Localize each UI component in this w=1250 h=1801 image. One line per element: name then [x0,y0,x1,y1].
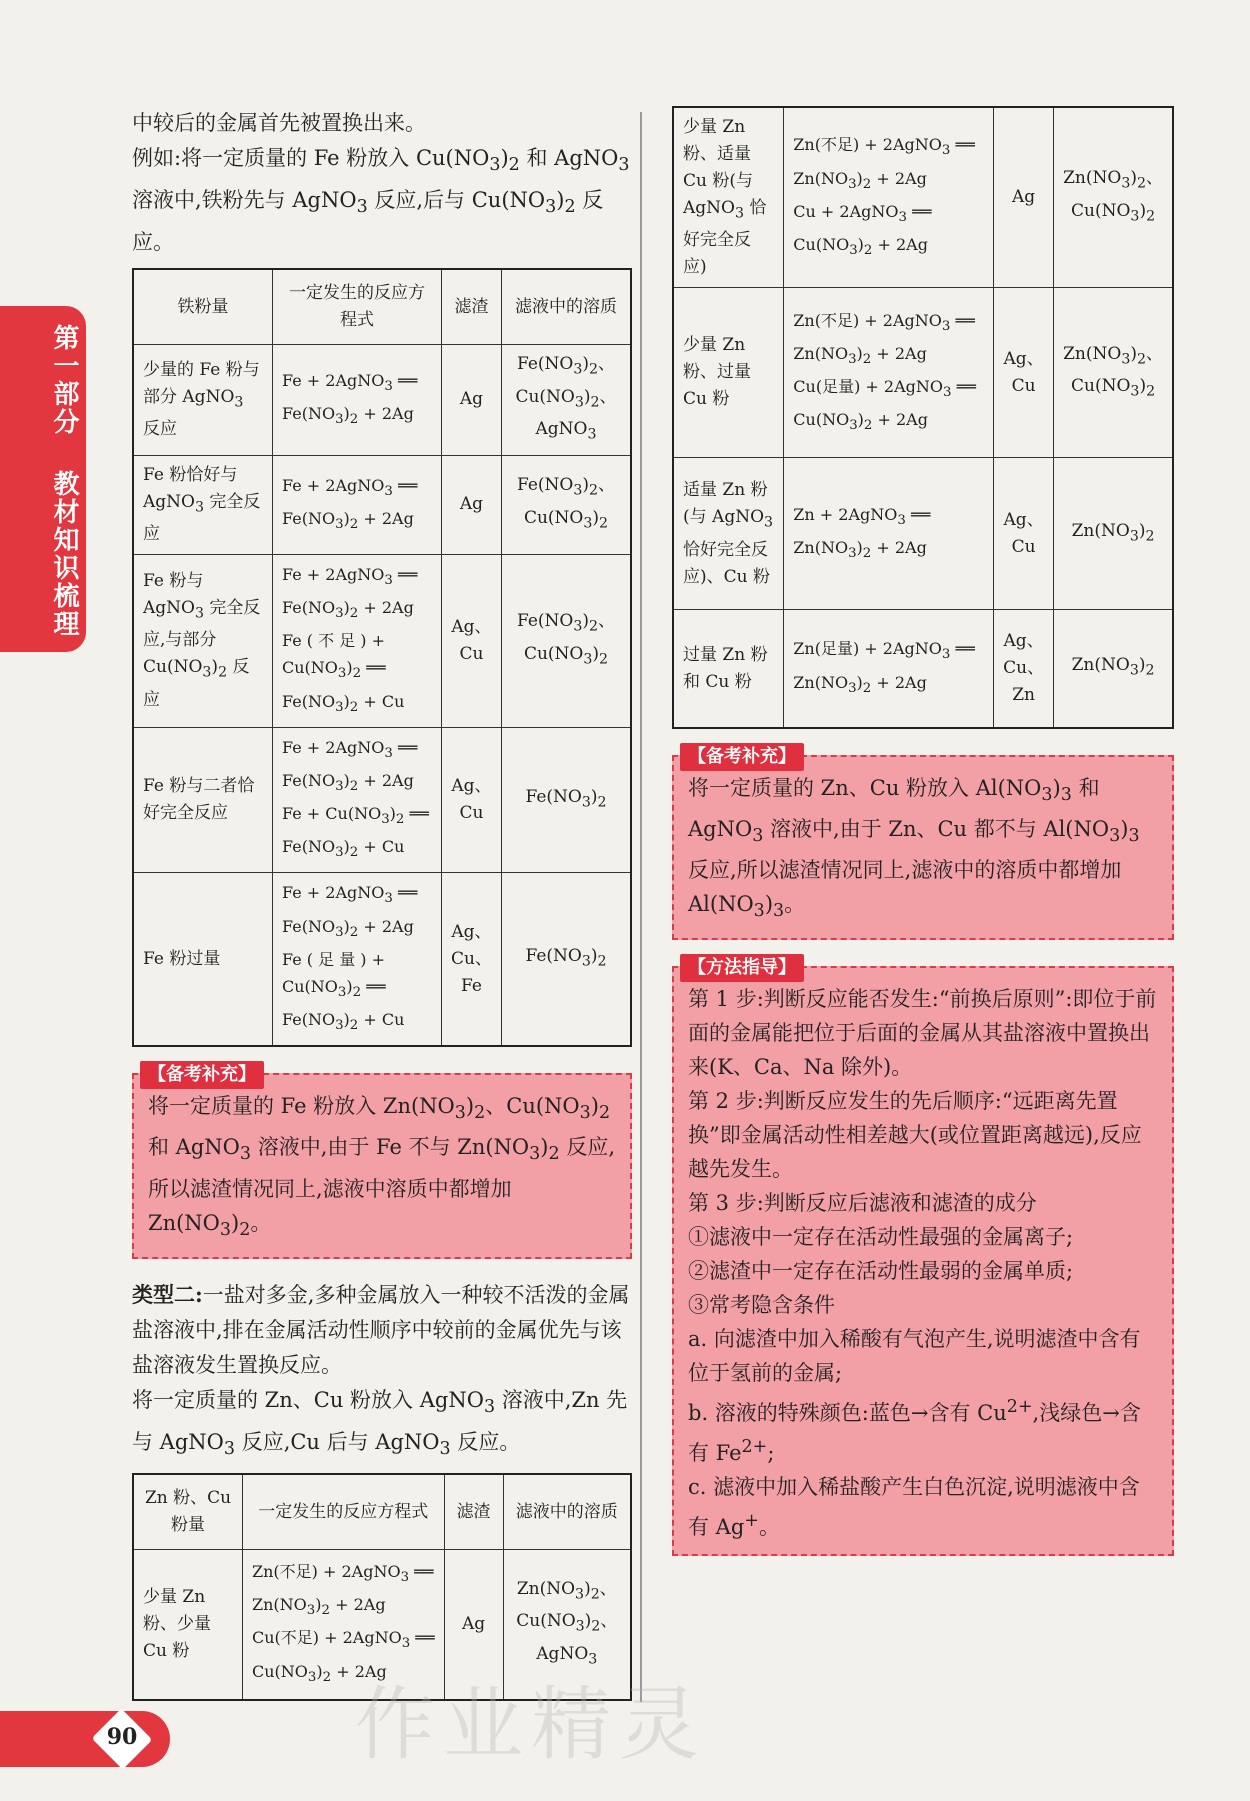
residue-cell: Ag、Cu [442,727,502,873]
solute-cell: $Fe(NO_3)_2$、 $Cu(NO_3)_2$ [501,455,631,554]
exam-supplement-box-1 [132,1064,632,1259]
header-cell: 铁粉量 [133,269,273,345]
method-line: a. 向滤渣中加入稀酸有气泡产生,说明滤渣中含有位于氢前的金属; [688,1327,1141,1386]
right-column [672,106,1174,1574]
residue-cell: Ag [442,455,502,554]
solute-cell: $Zn(NO_3)_2$、 $Cu(NO_3)_2$、 AgNO$_3$ [503,1550,631,1700]
equation-cell: Zn(不足) + 2AgNO$_3$ ══ $Zn(NO_3)_2 + 2Ag$ Cu(不足) + 2AgNO$_3$ ══ $Cu(NO_3)_2 + 2Ag$ [243,1550,445,1700]
amount-cell: 过量 Zn 粉和 Cu 粉 [673,610,784,728]
solute-cell: $Zn(NO_3)_2$、 $Cu(NO_3)_2$ [1054,288,1173,458]
amount-cell: Fe 粉过量 [133,873,273,1046]
residue-cell: Ag [444,1550,503,1700]
table-row [673,458,1173,610]
header-cell: 滤渣 [442,269,502,345]
residue-cell: Ag [442,345,502,455]
solute-cell: $Fe(NO_3)_2$ [501,727,631,873]
amount-cell: 少量 Zn 粉、适量 Cu 粉(与 AgNO$_3$ 恰好完全反应) [673,107,784,288]
equation-cell: Zn(不足) + 2AgNO$_3$ ══ $Zn(NO_3)_2 + 2Ag$ Cu(足量) + 2AgNO$_3$ ══ $Cu(NO_3)_2 + 2Ag$ [784,288,994,458]
iron-table-body [133,345,631,1046]
method-line: c. 滤液中加入稀盐酸产生白色沉淀,说明滤液中含有 Ag+。 [688,1475,1140,1540]
page-number: 90 [106,1724,138,1750]
intro-line: 中较后的金属首先被置换出来。 [132,111,426,135]
zinc-copper-table-continued [672,106,1174,729]
header-cell: 滤液中的溶质 [503,1474,631,1550]
section-tab-title: 教材知识梳理 [49,470,79,638]
section-tab-part: 第一部分 [49,324,79,436]
solute-cell: $Zn(NO_3)_2$ [1054,458,1173,610]
header-cell: Zn 粉、Cu 粉量 [133,1474,243,1550]
box-text: 将一定质量的 Zn、Cu 粉放入 $Al(NO_3)_3$ 和 AgNO$_3$ 溶液中,由于 Zn、Cu 都不与 $Al(NO_3)_3$ 反应,所以滤渣情况同上,滤液中的溶质中都增加 $Al(NO_3)_3$。 [688,775,1140,922]
header-cell: 滤液中的溶质 [501,269,631,345]
exam-supplement-box-2 [672,745,1174,941]
method-guide-box [672,957,1174,1556]
equation-cell: Fe + 2AgNO$_3$ ══ $Fe(NO_3)_2 + 2Ag$ Fe ( 足 量 ) + $Cu(NO_3)_2$ ══ $Fe(NO_3)_2 + Cu$ [273,873,442,1046]
residue-cell: Ag、Cu [994,288,1054,458]
iron-table [132,268,632,1047]
equation-cell: Zn(不足) + 2AgNO$_3$ ══ $Zn(NO_3)_2 + 2Ag$ Cu + 2AgNO$_3$ ══ $Cu(NO_3)_2 + 2Ag$ [784,107,994,288]
amount-cell: 少量的 Fe 粉与部分 AgNO$_3$ 反应 [133,345,273,455]
table-row [133,554,631,727]
equation-cell: Fe + 2AgNO$_3$ ══ $Fe(NO_3)_2 + 2Ag$ Fe ( 不 足 ) + $Cu(NO_3)_2$ ══ $Fe(NO_3)_2 + Cu$ [273,554,442,727]
type2-text: 一盐对多金,多种金属放入一种较不活泼的金属盐溶液中,排在金属活动性顺序中较前的金属优先与该盐溶液发生置换反应。 [132,1282,630,1377]
type2-example: 将一定质量的 Zn、Cu 粉放入 AgNO$_3$ 溶液中,Zn 先与 AgNO$_3$ 反应,Cu 后与 AgNO$_3$ 反应。 [132,1387,628,1460]
table-row [133,455,631,554]
table-row [673,610,1173,728]
method-line: 第 1 步:判断反应能否发生:“前换后原则”:即位于前面的金属能把位于后面的金属从其盐溶液中置换出来(K、Ca、Na 除外)。 [688,987,1157,1080]
amount-cell: 少量 Zn 粉、少量 Cu 粉 [133,1550,243,1700]
table-row [133,345,631,455]
box-tag: 【 方法指导 】 [680,954,804,982]
amount-cell: Fe 粉恰好与 AgNO$_3$ 完全反应 [133,455,273,554]
left-column [132,106,632,1701]
residue-cell: Ag、Cu [994,458,1054,610]
table-row [133,727,631,873]
equation-cell: Zn + 2AgNO$_3$ ══ $Zn(NO_3)_2 + 2Ag$ [784,458,994,610]
box-text: 将一定质量的 Fe 粉放入 $Zn(NO_3)_2$、$Cu(NO_3)_2$ 和 AgNO$_3$ 溶液中,由于 Fe 不与 $Zn(NO_3)_2$ 反应,所以滤渣情况同上,滤液中溶质中都增加 $Zn(NO_3)_2$。 [148,1094,615,1240]
equation-cell: Fe + 2AgNO$_3$ ══ $Fe(NO_3)_2 + 2Ag$ [273,455,442,554]
equation-cell: Fe + 2AgNO$_3$ ══ $Fe(NO_3)_2 + 2Ag$ [273,345,442,455]
method-line: ③常考隐含条件 [688,1293,835,1318]
method-line: 第 2 步:判断反应发生的先后顺序:“远距离先置换”即金属活动性相差越大(或位置距离越远),反应越先发生。 [688,1089,1142,1182]
solute-cell: $Fe(NO_3)_2$ [501,873,631,1046]
residue-cell: Ag [994,107,1054,288]
watermark: 作业精灵 [355,1678,707,1771]
solute-cell: $Zn(NO_3)_2$ [1054,610,1173,728]
header-cell: 一定发生的反应方程式 [243,1474,445,1550]
amount-cell: 少量 Zn 粉、过量 Cu 粉 [673,288,784,458]
method-line: ①滤液中一定存在活动性最强的金属离子; [688,1225,1074,1250]
amount-cell: Fe 粉与 AgNO$_3$ 完全反应,与部分 $Cu(NO_3)_2$ 反应 [133,554,273,727]
table-header-row [133,1474,631,1550]
solute-cell: $Fe(NO_3)_2$、 $Cu(NO_3)_2$、 AgNO$_3$ [501,345,631,455]
method-line: 第 3 步:判断反应后滤液和滤渣的成分 [688,1191,1037,1216]
box-tag: 【 备考补充 】 [140,1061,264,1089]
method-line: ②滤渣中一定存在活动性最弱的金属单质; [688,1259,1074,1284]
header-cell: 滤渣 [444,1474,503,1550]
residue-cell: Ag、 Cu、 Zn [994,610,1054,728]
table-row [673,288,1173,458]
table-row [133,873,631,1046]
solute-cell: $Zn(NO_3)_2$、 $Cu(NO_3)_2$ [1054,107,1173,288]
example-paragraph: 例如:将一定质量的 Fe 粉放入 $Cu(NO_3)_2$ 和 AgNO$_3$ 溶液中,铁粉先与 AgNO$_3$ 反应,后与 $Cu(NO_3)_2$ 反应。 [132,146,630,255]
method-line: b. 溶液的特殊颜色:蓝色→含有 $Cu^{2+}$,浅绿色→含有 $Fe^{2+}$; [688,1397,1141,1466]
residue-cell: Ag、Cu [442,554,502,727]
method-lines [688,982,1158,1544]
box-tag: 【 备考补充 】 [680,743,804,771]
solute-cell: $Fe(NO_3)_2$、 $Cu(NO_3)_2$ [501,554,631,727]
residue-cell: Ag、 Cu、 Fe [442,873,502,1046]
header-cell: 一定发生的反应方程式 [273,269,442,345]
amount-cell: Fe 粉与二者恰好完全反应 [133,727,273,873]
amount-cell: 适量 Zn 粉(与 AgNO$_3$ 恰好完全反应)、Cu 粉 [673,458,784,610]
table-row [673,107,1173,288]
equation-cell: Zn(足量) + 2AgNO$_3$ ══ $Zn(NO_3)_2 + 2Ag$ [784,610,994,728]
equation-cell: Fe + 2AgNO$_3$ ══ $Fe(NO_3)_2 + 2Ag$ $Fe + Cu(NO_3)_2$ ══ $Fe(NO_3)_2 + Cu$ [273,727,442,873]
type2-label: 类型二: [132,1281,203,1307]
column-divider [640,112,642,1702]
table-header-row [133,269,631,345]
section-tab [0,306,86,652]
type2-paragraph [132,1277,632,1383]
zinc-copper-table-continued-body [673,107,1173,728]
